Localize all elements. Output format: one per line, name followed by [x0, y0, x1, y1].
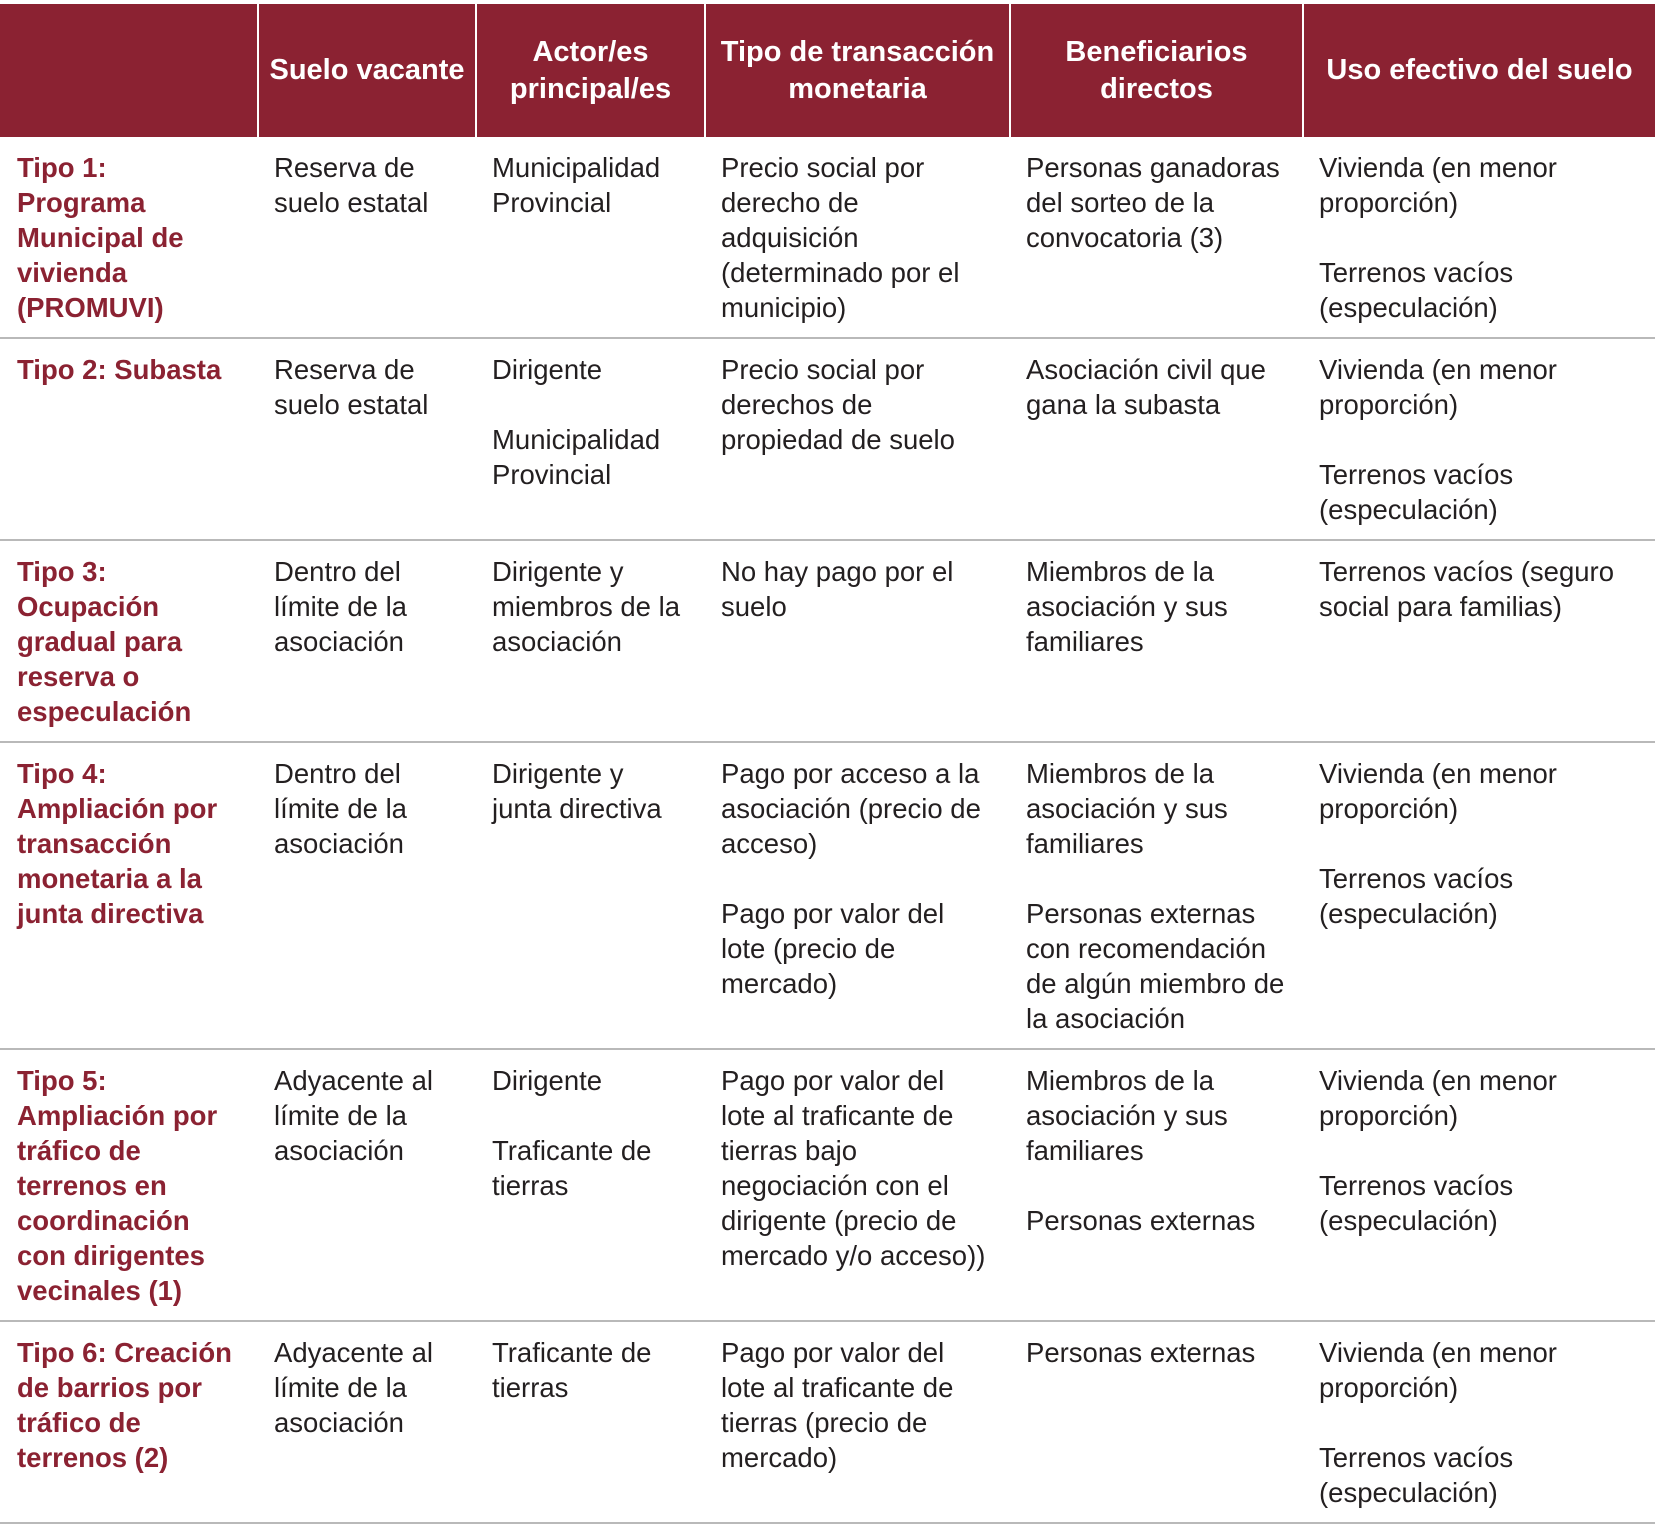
- transaccion-cell: [705, 1321, 1010, 1523]
- table-row: [0, 540, 1655, 742]
- uso-cell: [1303, 1321, 1655, 1523]
- transaccion-cell: [705, 742, 1010, 1049]
- type-cell: Tipo 4: Ampliación por transacción monetaria a la junta directiva: [0, 742, 258, 1049]
- type-cell: Tipo 2: Subasta: [0, 338, 258, 540]
- paragraph-gap: [1026, 1168, 1287, 1203]
- actores-cell: [476, 1321, 705, 1523]
- cell-paragraph: No hay pago por el suelo: [721, 556, 954, 622]
- cell-paragraph: Pago por acceso a la asociación (precio de acceso): [721, 758, 981, 859]
- header-cell-uso: Uso efectivo del suelo: [1303, 4, 1655, 137]
- suelo-vacante-cell: [258, 1321, 476, 1523]
- header-cell-transaccion: Tipo de transacción monetaria: [705, 4, 1010, 137]
- type-cell: Tipo 6: Creación de barrios por tráfico de terrenos (2): [0, 1321, 258, 1523]
- cell-paragraph: Miembros de la asociación y sus familiares: [1026, 758, 1228, 859]
- cell-paragraph: Municipalidad Provincial: [492, 424, 661, 490]
- transaccion-cell: [705, 137, 1010, 338]
- beneficiarios-cell: [1010, 137, 1303, 338]
- cell-paragraph: Dentro del límite de la asociación: [274, 556, 407, 657]
- cell-paragraph: Vivienda (en menor proporción): [1319, 1337, 1557, 1403]
- type-cell: Tipo 5: Ampliación por tráfico de terrenos en coordinación con dirigentes vecinales (1): [0, 1049, 258, 1321]
- cell-paragraph: Vivienda (en menor proporción): [1319, 758, 1557, 824]
- cell-paragraph: Vivienda (en menor proporción): [1319, 152, 1557, 218]
- cell-paragraph: Miembros de la asociación y sus familiares: [1026, 1065, 1228, 1166]
- cell-paragraph: Personas ganadoras del sorteo de la convocatoria (3): [1026, 152, 1280, 253]
- uso-cell: [1303, 1049, 1655, 1321]
- beneficiarios-cell: [1010, 1321, 1303, 1523]
- header-cell-suelo-vacante: Suelo vacante: [258, 4, 476, 137]
- beneficiarios-cell: [1010, 540, 1303, 742]
- cell-paragraph: Personas externas: [1026, 1337, 1256, 1368]
- cell-paragraph: Dirigente y junta directiva: [492, 758, 662, 824]
- paragraph-gap: [1026, 861, 1287, 896]
- cell-paragraph: Adyacente al límite de la asociación: [274, 1065, 433, 1166]
- type-cell: Tipo 3: Ocupación gradual para reserva o especulación: [0, 540, 258, 742]
- suelo-vacante-cell: [258, 1049, 476, 1321]
- table-row: [0, 1321, 1655, 1523]
- uso-cell: [1303, 338, 1655, 540]
- suelo-vacante-cell: [258, 540, 476, 742]
- paragraph-gap: [492, 1098, 689, 1133]
- cell-paragraph: Dirigente y miembros de la asociación: [492, 556, 680, 657]
- cell-paragraph: Terrenos vacíos (especulación): [1319, 863, 1514, 929]
- uso-cell: [1303, 540, 1655, 742]
- cell-paragraph: Terrenos vacíos (seguro social para familias): [1319, 556, 1614, 622]
- table-row: [0, 742, 1655, 1049]
- cell-paragraph: Traficante de tierras: [492, 1135, 652, 1201]
- actores-cell: [476, 338, 705, 540]
- cell-paragraph: Pago por valor del lote al traficante de tierras (precio de mercado): [721, 1337, 954, 1473]
- cell-paragraph: Terrenos vacíos (especulación): [1319, 1442, 1514, 1508]
- transaccion-cell: [705, 338, 1010, 540]
- beneficiarios-cell: [1010, 1049, 1303, 1321]
- paragraph-gap: [1319, 422, 1639, 457]
- cell-paragraph: Precio social por derecho de adquisición (determinado por el municipio): [721, 152, 960, 323]
- beneficiarios-cell: [1010, 742, 1303, 1049]
- cell-paragraph: Terrenos vacíos (especulación): [1319, 459, 1514, 525]
- cell-paragraph: Dirigente: [492, 354, 603, 385]
- paragraph-gap: [1319, 220, 1639, 255]
- cell-paragraph: Vivienda (en menor proporción): [1319, 1065, 1557, 1131]
- table-row: [0, 1049, 1655, 1321]
- cell-paragraph: Reserva de suelo estatal: [274, 354, 429, 420]
- header-cell-actores: Actor/es principal/es: [476, 4, 705, 137]
- cell-paragraph: Personas externas con recomendación de algún miembro de la asociación: [1026, 898, 1285, 1034]
- paragraph-gap: [1319, 826, 1639, 861]
- suelo-vacante-cell: [258, 338, 476, 540]
- cell-paragraph: Municipalidad Provincial: [492, 152, 661, 218]
- paragraph-gap: [721, 861, 994, 896]
- cell-paragraph: Reserva de suelo estatal: [274, 152, 429, 218]
- cell-paragraph: Personas externas: [1026, 1205, 1256, 1236]
- cell-paragraph: Precio social por derechos de propiedad de suelo: [721, 354, 955, 455]
- transaccion-cell: [705, 540, 1010, 742]
- actores-cell: [476, 137, 705, 338]
- cell-paragraph: Dirigente: [492, 1065, 603, 1096]
- table-header-row: [0, 4, 1655, 137]
- actores-cell: [476, 1049, 705, 1321]
- suelo-vacante-cell: [258, 742, 476, 1049]
- cell-paragraph: Traficante de tierras: [492, 1337, 652, 1403]
- cell-paragraph: Vivienda (en menor proporción): [1319, 354, 1557, 420]
- paragraph-gap: [492, 387, 689, 422]
- cell-paragraph: Pago por valor del lote al traficante de tierras bajo negociación con el dirigente (precio de mercado y/o acceso)): [721, 1065, 986, 1271]
- land-transaction-table: [0, 4, 1655, 1524]
- uso-cell: [1303, 742, 1655, 1049]
- actores-cell: [476, 742, 705, 1049]
- cell-paragraph: Pago por valor del lote (precio de mercado): [721, 898, 945, 999]
- header-cell-corner: [0, 4, 258, 137]
- cell-paragraph: Asociación civil que gana la subasta: [1026, 354, 1266, 420]
- cell-paragraph: Adyacente al límite de la asociación: [274, 1337, 433, 1438]
- actores-cell: [476, 540, 705, 742]
- cell-paragraph: Terrenos vacíos (especulación): [1319, 1170, 1514, 1236]
- type-cell: Tipo 1: Programa Municipal de vivienda (PROMUVI): [0, 137, 258, 338]
- paragraph-gap: [1319, 1405, 1639, 1440]
- beneficiarios-cell: [1010, 338, 1303, 540]
- header-cell-beneficiarios: Beneficiarios directos: [1010, 4, 1303, 137]
- table-row: [0, 137, 1655, 338]
- cell-paragraph: Terrenos vacíos (especulación): [1319, 257, 1514, 323]
- cell-paragraph: Dentro del límite de la asociación: [274, 758, 407, 859]
- paragraph-gap: [1319, 1133, 1639, 1168]
- suelo-vacante-cell: [258, 137, 476, 338]
- transaccion-cell: [705, 1049, 1010, 1321]
- cell-paragraph: Miembros de la asociación y sus familiares: [1026, 556, 1228, 657]
- table-row: [0, 338, 1655, 540]
- uso-cell: [1303, 137, 1655, 338]
